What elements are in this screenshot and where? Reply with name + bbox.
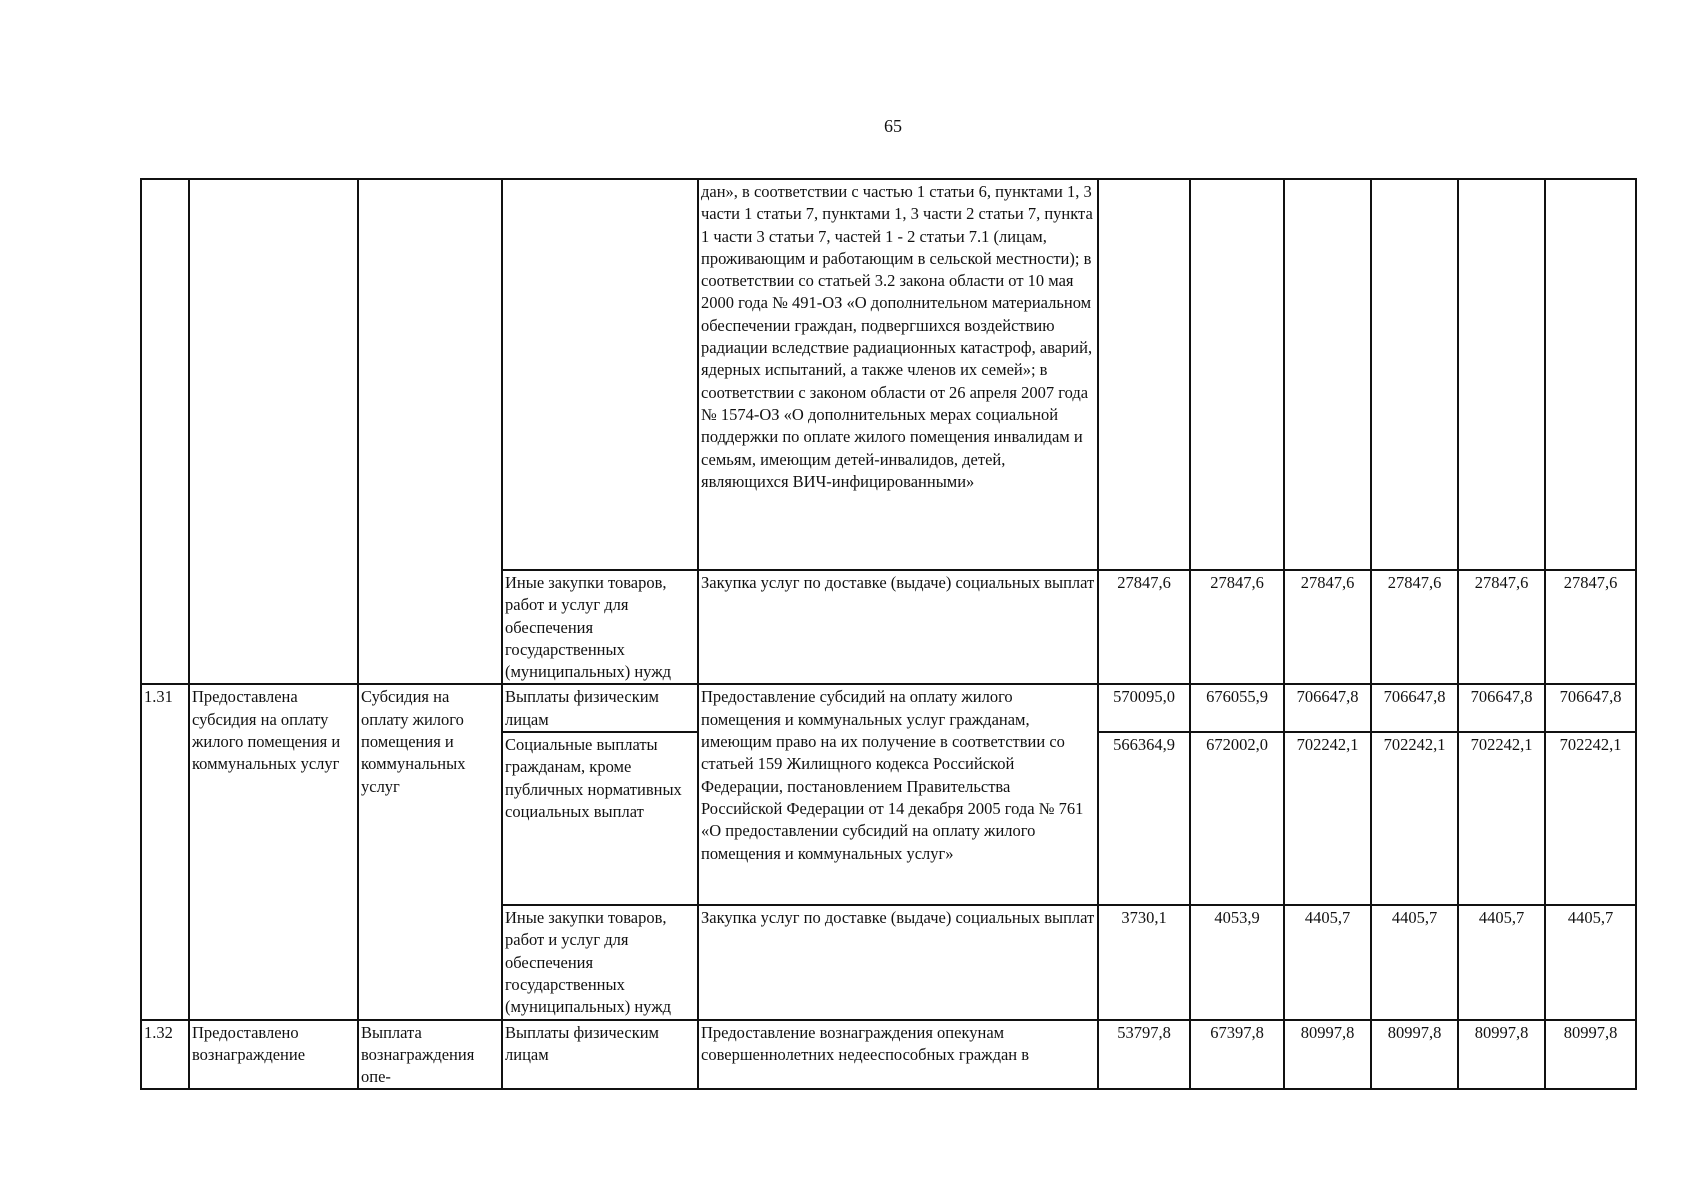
cell-measure: [358, 179, 502, 684]
cell-value: 4405,7: [1458, 905, 1545, 1019]
cell-measure: Субсидия на оплату жилого помещения и коммунальных услуг: [358, 684, 502, 1019]
cell-value: 27847,6: [1545, 570, 1636, 684]
cell-value: [1284, 179, 1371, 570]
table-row-1-31: [141, 684, 1636, 732]
cell-value: 570095,0: [1098, 684, 1190, 732]
cell-value: 27847,6: [1458, 570, 1545, 684]
cell-value: [1098, 179, 1190, 570]
cell-value: 67397,8: [1190, 1020, 1284, 1090]
cell-value: 702242,1: [1545, 732, 1636, 905]
cell-type: Социальные выплаты гражданам, кроме публичных нормативных социальных выплат: [502, 732, 698, 905]
cell-value: 4405,7: [1284, 905, 1371, 1019]
cell-value: 706647,8: [1371, 684, 1458, 732]
cell-value: 676055,9: [1190, 684, 1284, 732]
cell-type: Иные закупки товаров, работ и услуг для обеспечения государственных (муниципальных) нужд: [502, 570, 698, 684]
cell-description: Закупка услуг по доставке (выдаче) социальных выплат: [698, 905, 1098, 1019]
cell-name: Предоставлено вознаграждение: [189, 1020, 358, 1090]
cell-type: Иные закупки товаров, работ и услуг для обеспечения государственных (муниципальных) нужд: [502, 905, 698, 1019]
cell-value: 672002,0: [1190, 732, 1284, 905]
cell-description: дан», в соответствии с частью 1 статьи 6, пунктами 1, 3 части 1 статьи 7, пунктами 1, 3 части 2 статьи 7, пункта 1 части 3 статьи 7, частей 1 - 2 статьи 7.1 (лицам, проживающим и работающим в сельской местности); в соответствии со статьей 3.2 закона области от 10 мая 2000 года № 491-ОЗ «О дополнительном материальном обеспечении граждан, подвергшихся воздействию радиации вследствие радиационных катастроф, аварий, ядерных испытаний, а также членов их семей»; в соответствии с законом области от 26 апреля 2007 года № 1574-ОЗ «О дополнительных мерах социальной поддержки по оплате жилого помещения инвалидам и семьям, имеющим детей-инвалидов, детей, являющихся ВИЧ-инфицированными»: [698, 179, 1098, 570]
cell-value: 4405,7: [1545, 905, 1636, 1019]
cell-value: 80997,8: [1545, 1020, 1636, 1090]
cell-number: [141, 179, 189, 684]
cell-value: 706647,8: [1284, 684, 1371, 732]
table-row-1-32: [141, 1020, 1636, 1090]
cell-type: Выплаты физическим лицам: [502, 684, 698, 732]
cell-type: Выплаты физическим лицам: [502, 1020, 698, 1090]
cell-description: Предоставление вознаграждения опекунам совершеннолетних недееспособных граждан в: [698, 1020, 1098, 1090]
cell-value: 27847,6: [1371, 570, 1458, 684]
cell-value: [1458, 179, 1545, 570]
cell-description: Предоставление субсидий на оплату жилого помещения и коммунальных услуг гражданам, имеющим право на их получение в соответствии со статьей 159 Жилищного кодекса Российской Федерации, постановлением Правительства Российской Федерации от 14 декабря 2005 года № 761 «О предоставлении субсидий на оплату жилого помещения и коммунальных услуг»: [698, 684, 1098, 905]
cell-value: 706647,8: [1458, 684, 1545, 732]
table-row-continuation: [141, 179, 1636, 570]
cell-value: [1545, 179, 1636, 570]
cell-value: 53797,8: [1098, 1020, 1190, 1090]
cell-number: 1.31: [141, 684, 189, 1019]
cell-value: 702242,1: [1284, 732, 1371, 905]
cell-value: 702242,1: [1458, 732, 1545, 905]
page-number: 65: [884, 116, 902, 136]
cell-type: [502, 179, 698, 570]
cell-value: 702242,1: [1371, 732, 1458, 905]
cell-value: [1371, 179, 1458, 570]
cell-value: 80997,8: [1371, 1020, 1458, 1090]
budget-table: [140, 178, 1637, 1090]
cell-name: [189, 179, 358, 684]
cell-value: 566364,9: [1098, 732, 1190, 905]
cell-value: 4405,7: [1371, 905, 1458, 1019]
cell-value: 27847,6: [1190, 570, 1284, 684]
cell-value: [1190, 179, 1284, 570]
cell-value: 80997,8: [1458, 1020, 1545, 1090]
cell-description: Закупка услуг по доставке (выдаче) социальных выплат: [698, 570, 1098, 684]
cell-value: 80997,8: [1284, 1020, 1371, 1090]
cell-name: Предоставлена субсидия на оплату жилого помещения и коммунальных услуг: [189, 684, 358, 1019]
cell-value: 27847,6: [1098, 570, 1190, 684]
cell-value: 4053,9: [1190, 905, 1284, 1019]
cell-value: 706647,8: [1545, 684, 1636, 732]
cell-number: 1.32: [141, 1020, 189, 1090]
cell-value: 27847,6: [1284, 570, 1371, 684]
cell-measure: Выплата вознаграждения опе-: [358, 1020, 502, 1090]
cell-value: 3730,1: [1098, 905, 1190, 1019]
